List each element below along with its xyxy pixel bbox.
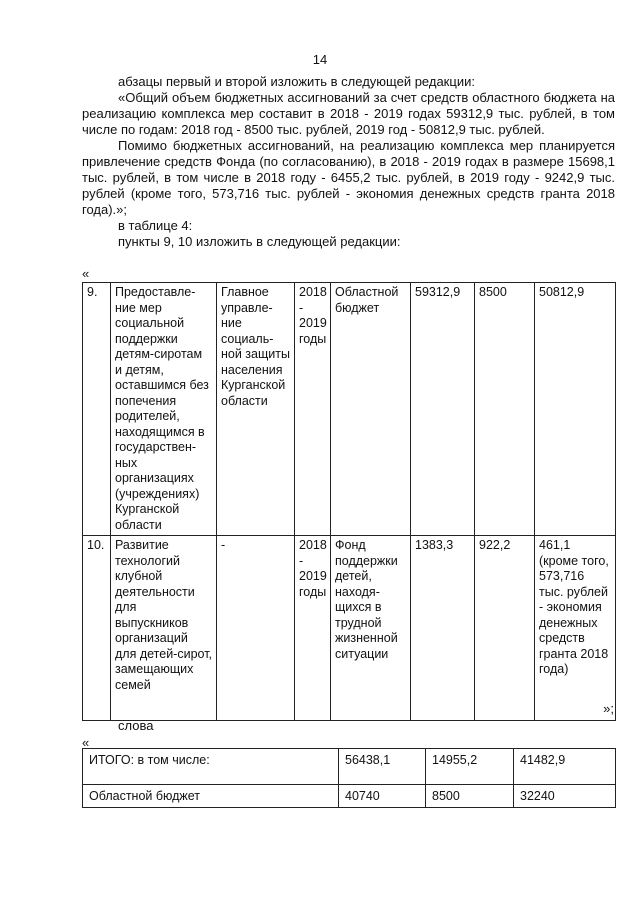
word-slova: слова [118, 718, 154, 733]
measure-name: Предоставле-ние мер социальной поддержки детям-сиротам и детям, оставшимся без попечения родителей, находящимся в государствен-ных организациях (учреждениях) Курганской области [111, 283, 217, 536]
total-amount: 1383,3 [411, 536, 475, 721]
total-amount: 40740 [339, 785, 426, 808]
funding-source: Фонд поддержки детей, находя-щихся в трудной жизненной ситуации [331, 536, 411, 721]
row-number: 10. [83, 536, 111, 721]
table-row [83, 536, 616, 721]
period: 2018 - 2019 годы [295, 283, 331, 536]
measure-name: Развитие технологий клубной деятельности для выпускников организаций для детей-сирот, замещающих семей [111, 536, 217, 721]
amount-2018: 8500 [426, 785, 514, 808]
amount-2018: 14955,2 [426, 749, 514, 785]
paragraph-instruction-1: абзацы первый и второй изложить в следующей редакции: [118, 74, 475, 89]
amount-2019: 41482,9 [514, 749, 616, 785]
quote-open-mark: « [82, 266, 90, 281]
amount-2018: 922,2 [475, 536, 535, 721]
table-row [83, 785, 616, 808]
executor: Главное управле-ние социаль-ной защиты населения Курганской области [217, 283, 295, 536]
totals-table [82, 748, 616, 808]
body-text [82, 74, 615, 250]
source-label: Областной бюджет [83, 785, 339, 808]
paragraph-table4: в таблице 4: [118, 218, 193, 233]
paragraph-items-9-10: пункты 9, 10 изложить в следующей редакции: [118, 234, 401, 249]
quote-close-mark: »; [603, 701, 614, 716]
amount-2019: 50812,9 [535, 283, 616, 536]
total-label: ИТОГО: в том числе: [83, 749, 339, 785]
amount-2018: 8500 [475, 283, 535, 536]
measures-table [82, 282, 616, 721]
row-number: 9. [83, 283, 111, 536]
page-number: 14 [312, 52, 328, 67]
total-amount: 59312,9 [411, 283, 475, 536]
table-row [83, 283, 616, 536]
period: 2018 - 2019 годы [295, 536, 331, 721]
paragraph-budget-volume: «Общий объем бюджетных ассигнований за счет средств областного бюджета на реализацию комплекса мер составит в 2018 - 2019 годах 59312,9 тыс. рублей, в том числе по годам: 2018 год - 8500 тыс. рублей, 2019 год - 50812,9 тыс. рублей. [82, 90, 615, 137]
executor: - [217, 536, 295, 721]
table-row [83, 749, 616, 785]
quote-open-mark-2: « [82, 735, 90, 750]
amount-2019: 32240 [514, 785, 616, 808]
paragraph-fund-attraction: Помимо бюджетных ассигнований, на реализацию комплекса мер планируется привлечение средств Фонда (по согласованию), в 2018 - 2019 годах в размере 15698,1 тыс. рублей, в том числе в 2018 году - 6455,2 тыс. рублей, в 2019 году - 9242,9 тыс. рублей (кроме того, 573,716 тыс. рублей - экономия денежных средств гранта 2018 года).»; [82, 138, 615, 217]
funding-source: Областной бюджет [331, 283, 411, 536]
amount-2019: 461,1 (кроме того, 573,716 тыс. рублей - экономия денежных средств гранта 2018 года) [535, 536, 616, 721]
total-amount: 56438,1 [339, 749, 426, 785]
